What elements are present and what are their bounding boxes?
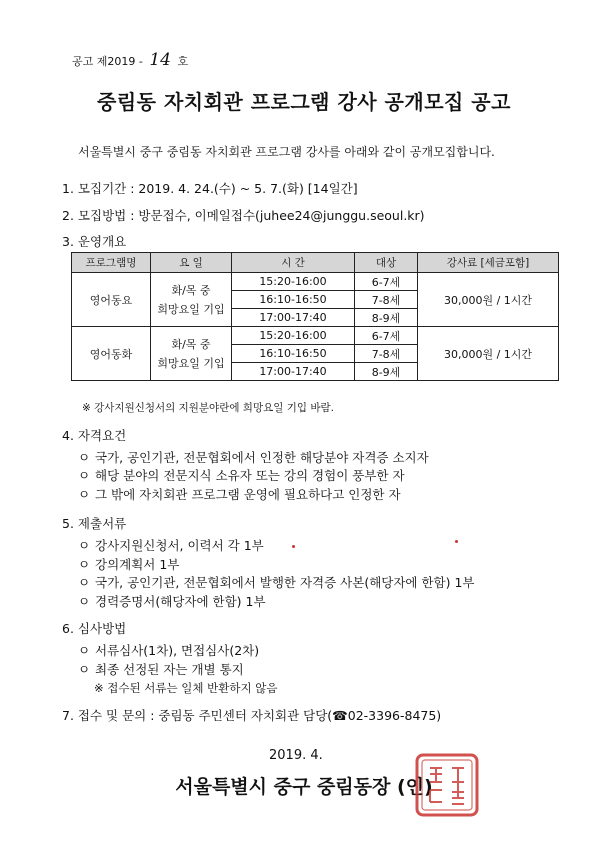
program-fee: 30,000원 / 1시간 [418,273,559,327]
program-time: 15:20-16:00 [232,327,355,345]
table-note: ※ 강사지원신청서의 지원분야란에 희망요일 기입 바람. [82,402,334,414]
section-method [62,206,425,224]
list-item: ㅇ 강사지원신청서, 이력서 각 1부 [78,538,264,553]
section-number: 1. [62,181,74,196]
table-row [72,273,559,291]
issue-date: 2019. 4. [269,748,323,763]
scan-mark [455,540,458,543]
bullet-icon: ㅇ [78,538,91,553]
section-value: : 방문접수, 이메일접수(juhee24@junggu.seoul.kr) [126,208,425,223]
program-target: 6-7세 [355,327,418,345]
list-item: ㅇ 국가, 공인기관, 전문협회에서 인정한 해당분야 자격증 소지자 [78,450,429,465]
section-label: 모집기간 [77,181,127,196]
section-number: 2. [62,208,74,223]
section-qualification [62,426,126,444]
section-number: 3. [62,234,74,249]
program-fee: 30,000원 / 1시간 [418,327,559,381]
section-period [62,179,358,197]
bullet-icon: ㅇ [78,643,91,658]
official-seal-icon [414,752,480,818]
notice-handwritten-number: 14 [149,50,171,70]
table-header: 대상 [355,253,418,273]
section-overview [62,232,126,250]
program-target: 8-9세 [355,363,418,381]
bullet-icon: ㅇ [78,557,91,572]
section-number: 4. [62,428,74,443]
program-days-line1: 화/목 중 [171,337,211,351]
program-name: 영어동화 [72,327,151,381]
notice-number [72,50,188,70]
program-target: 6-7세 [355,273,418,291]
section-label: 모집방법 [77,208,127,223]
table-header: 강사료 [세금포함] [418,253,559,273]
document-title: 중림동 자치회관 프로그램 강사 공개모집 공고 [97,90,511,114]
program-time: 17:00-17:40 [232,309,355,327]
section-label: 자격요건 [77,428,127,443]
program-time: 16:10-16:50 [232,291,355,309]
program-time: 17:00-17:40 [232,363,355,381]
section-label: 심사방법 [77,621,127,636]
section-documents [62,514,126,532]
review-note: ※ 접수된 서류는 일체 반환하지 않음 [94,681,278,695]
program-days-line1: 화/목 중 [171,283,211,297]
list-item: ㅇ 해당 분야의 전문지식 소유자 또는 강의 경험이 풍부한 자 [78,468,405,483]
notice-suffix: 호 [173,55,189,68]
table-header-row [72,253,559,273]
scan-mark [292,545,295,548]
section-number: 7. [62,708,74,723]
section-contact [62,706,441,724]
program-days-line2: 희망요일 기입 [157,302,225,316]
program-days [151,273,232,327]
table-header: 시 간 [232,253,355,273]
table-row [72,327,559,345]
section-number: 6. [62,621,74,636]
list-item: ㅇ 국가, 공인기관, 전문협회에서 발행한 자격증 사본(해당자에 한함) 1부 [78,575,475,590]
table-header: 프로그램명 [72,253,151,273]
program-target: 8-9세 [355,309,418,327]
list-item: ㅇ 경력증명서(해당자에 한함) 1부 [78,594,266,609]
program-target: 7-8세 [355,345,418,363]
program-name: 영어동요 [72,273,151,327]
seal-mark: (인) [397,776,433,798]
section-label: 접수 및 문의 [77,708,147,723]
section-label: 운영개요 [77,234,127,249]
bullet-icon: ㅇ [78,662,91,677]
bullet-icon: ㅇ [78,468,91,483]
program-table [71,252,559,381]
section-value: : 2019. 4. 24.(수) ~ 5. 7.(화) [14일간] [126,181,358,196]
table-header: 요 일 [151,253,232,273]
program-time: 15:20-16:00 [232,273,355,291]
notice-prefix: 공고 제2019 - [72,55,147,68]
bullet-icon: ㅇ [78,487,91,502]
section-number: 5. [62,516,74,531]
bullet-icon: ㅇ [78,450,91,465]
program-target: 7-8세 [355,291,418,309]
bullet-icon: ㅇ [78,575,91,590]
section-value: : 중림동 주민센터 자치회관 담당(☎02-3396-8475) [146,708,442,723]
list-item: ㅇ 최종 선정된 자는 개별 통지 [78,662,244,677]
list-item: ㅇ 서류심사(1차), 면접심사(2차) [78,643,260,658]
section-review [62,619,126,637]
program-days-line2: 희망요일 기입 [157,356,225,370]
intro-text: 서울특별시 중구 중림동 자치회관 프로그램 강사를 아래와 같이 공개모집합니다. [78,145,495,159]
issuer-name: 서울특별시 중구 중림동장 (인) [175,776,433,798]
bullet-icon: ㅇ [78,594,91,609]
program-days [151,327,232,381]
list-item: ㅇ 강의계획서 1부 [78,557,180,572]
section-label: 제출서류 [77,516,127,531]
program-time: 16:10-16:50 [232,345,355,363]
list-item: ㅇ 그 밖에 자치회관 프로그램 운영에 필요하다고 인정한 자 [78,487,401,502]
